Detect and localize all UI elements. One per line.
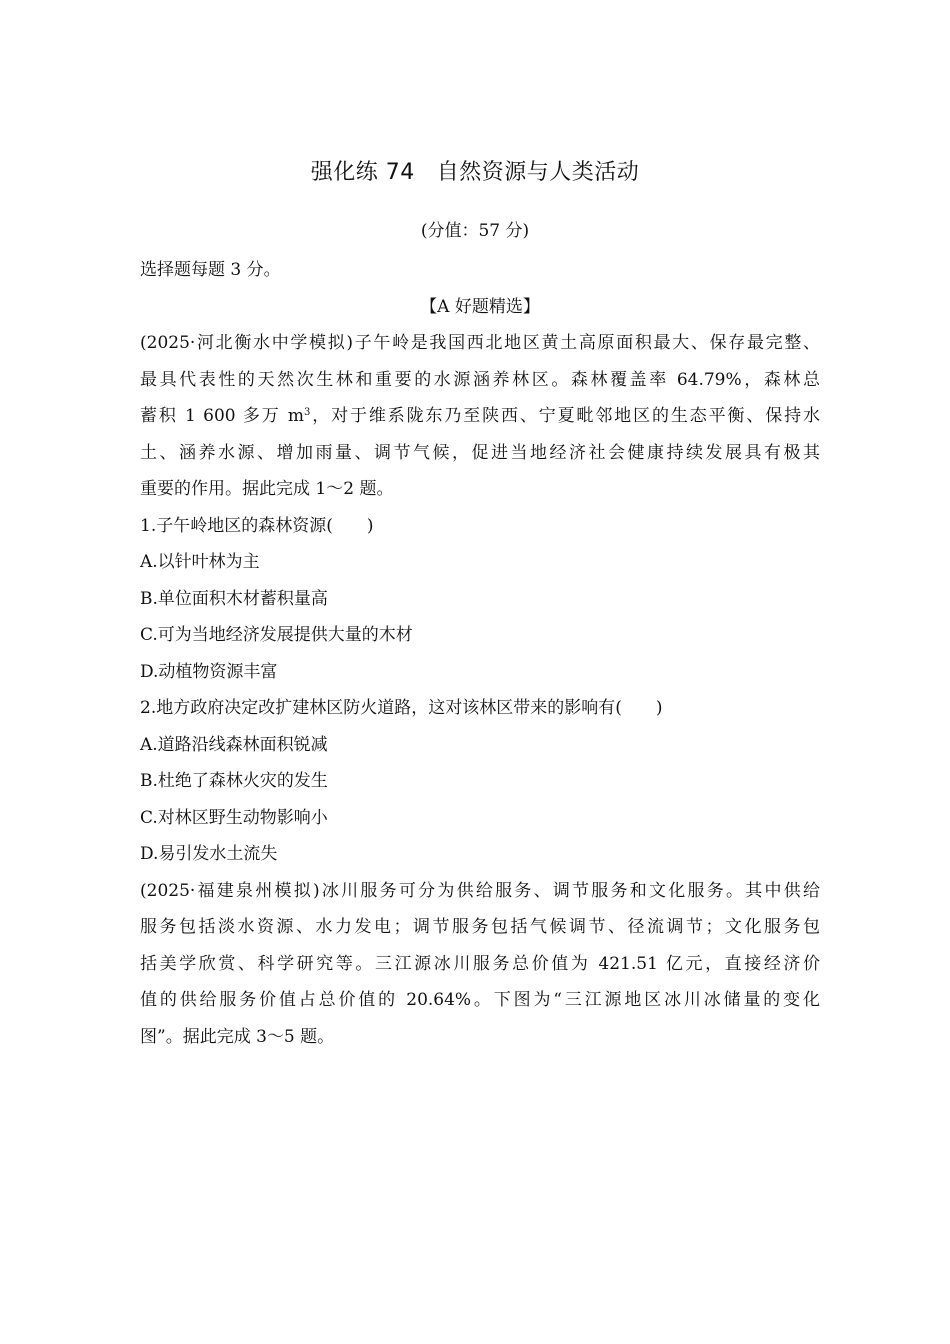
- passage-line-part: ，对于维系陇东乃至陕西、宁夏毗邻地区的生态平衡、保持水: [310, 406, 820, 426]
- option-d: D.易引发水土流失: [140, 844, 278, 864]
- passage-line: 土、涵养水源、增加雨量、调节气候，促进当地经济社会健康持续发展具有极其: [140, 442, 820, 463]
- superscript: 3: [304, 407, 311, 418]
- passage-line: 服务包括淡水资源、水力发电；调节服务包括气候调节、径流调节；文化服务包: [140, 917, 820, 937]
- passage-line: 重要的作用。据此完成 1～2 题。: [140, 479, 394, 499]
- question-stem: [140, 690, 820, 727]
- passage-line: [140, 398, 820, 435]
- option-c: C.可为当地经济发展提供大量的木材: [140, 625, 413, 645]
- question-2: [140, 690, 820, 873]
- document-body: [140, 252, 820, 1055]
- passage-line: 值的供给服务价值占总价值的 20.64%。下图为“三江源地区冰川冰储量的变化: [140, 990, 820, 1010]
- score-note: (分值：57 分): [420, 221, 530, 241]
- option-b: B.单位面积木材蓄积量高: [140, 588, 328, 609]
- page-title: [0, 155, 950, 186]
- passage-line: 最具代表性的天然次生林和重要的水源涵养林区。森林覆盖率 64.79%，森林总: [140, 369, 820, 390]
- passage-line-part: 蓄积 1 600 多万 m: [140, 406, 304, 426]
- passage-line: 括美学欣赏、科学研究等。三江源冰川服务总价值为 421.51 亿元，直接经济价: [140, 953, 820, 974]
- instruction-text: 选择题每题 3 分。: [140, 260, 281, 280]
- question-stem-close: ): [655, 698, 663, 718]
- option-a: A.道路沿线森林面积锐减: [140, 734, 328, 755]
- passage-1: [140, 325, 820, 508]
- title-number: 强化练 74: [310, 160, 415, 185]
- title-topic: 自然资源与人类活动: [436, 160, 640, 185]
- passage-2: [140, 873, 820, 1056]
- question-stem-close: ): [366, 515, 374, 536]
- option-c: C.对林区野生动物影响小: [140, 807, 328, 828]
- option-a: A.以针叶林为主: [140, 552, 260, 572]
- passage-line: 图”。据此完成 3～5 题。: [140, 1026, 335, 1047]
- question-1: [140, 508, 820, 691]
- option-d: D.动植物资源丰富: [140, 661, 278, 682]
- question-stem-text: 2.地方政府决定改扩建林区防火道路，这对该林区带来的影响有(: [140, 698, 622, 718]
- question-stem-text: 1.子午岭地区的森林资源(: [140, 515, 333, 536]
- passage-line: (2025·河北衡水中学模拟)子午岭是我国西北地区黄土高原面积最大、保存最完整、: [140, 333, 820, 353]
- question-stem: [140, 508, 820, 545]
- section-heading: 【A 好题精选】: [420, 296, 540, 317]
- option-b: B.杜绝了森林火灾的发生: [140, 771, 328, 791]
- passage-line: (2025·福建泉州模拟)冰川服务可分为供给服务、调节服务和文化服务。其中供给: [140, 880, 820, 901]
